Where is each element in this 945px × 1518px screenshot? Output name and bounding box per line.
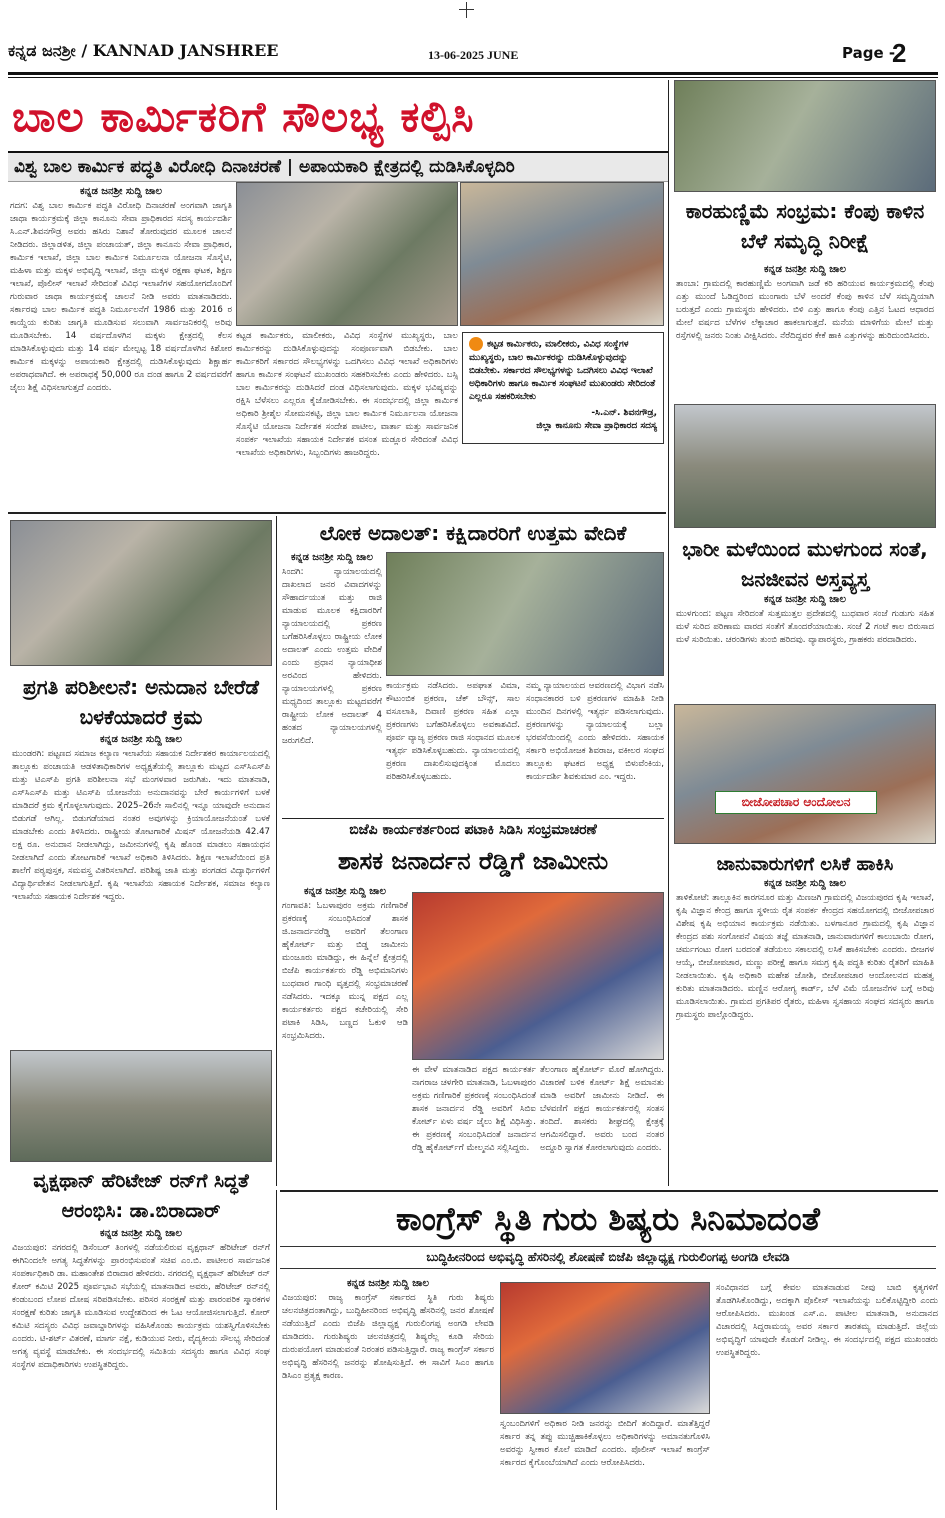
janardhana-byline: ಕನ್ನಡ ಜನಶ್ರೀ ಸುದ್ದಿ ಜಾಲ (304, 886, 386, 897)
congress-subhead: ಬುದ್ಧಿಹೀನರಿಂದ ಅಭಿವೃದ್ಧಿ ಹೆಸರಿನಲ್ಲಿ ಶೋಷಣೆ ಬಿಜೆಪಿ ಜಿಲ್ಲಾಧ್ಯಕ್ಷ ಗುರುಲಿಂಗಪ್ಪ ಅಂಗಡಿ ಲೇವಡಿ (280, 1246, 936, 1269)
page-label: Page - (842, 44, 896, 62)
karahunnime-photo (674, 80, 936, 192)
janardhana-headline: ಶಾಸಕ ಜನಾರ್ದನ ರೆಡ್ಡಿಗೆ ಜಾಮೀನು (337, 847, 609, 875)
lead-subhead: ವಿಶ್ವ ಬಾಲ ಕಾರ್ಮಿಕ ಪದ್ಧತಿ ವಿರೋಧಿ ದಿನಾಚರಣೆ | ಅಪಾಯಕಾರಿ ಕ್ಷೇತ್ರದಲ್ಲಿ ದುಡಿಸಿಕೊಳ್ಳದಿರಿ (8, 151, 668, 182)
karahunnime-headline: ಕಾರಹುಣ್ಣಿಮೆ ಸಂಭ್ರಮ: ಕೆಂಪು ಕಾಳಿನ ಬೆಳೆ ಸಮೃದ್ಧಿ ನಿರೀಕ್ಷೆ (685, 199, 925, 253)
lead-photo-right (460, 182, 664, 326)
adalat-byline: ಕನ್ನಡ ಜನಶ್ರೀ ಸುದ್ದಿ ಜಾಲ (291, 552, 373, 563)
adalat-col3: ನಮ್ಮ ನ್ಯಾಯಾಲಯದ ಆವರಣದಲ್ಲಿ ವಿಭಾಗ ನಡೆಸಿ ಸಂಧಾನಕಾರರ ಬಳಿ ಪ್ರಕರಣಗಳ ಮಾಹಿತಿ ನೀಡಿ ಮುಂದಿನ ದಿನಗಳಲ್ಲಿ ಇತ್ಯರ್ಥ ಪಡಿಸಲಾಗುವುದು. ಪ್ರಕರಣಗಳನ್ನು ನ್ಯಾಯಾಲಯಕ್ಕೆ ಬಲ್ಲಾ ಭರವಸೆಯಿಂದಲ್ಲಿ ಎಂದು ಹೇಳಿದರು. ಸಹಾಯಕ ಸರ್ಕಾರಿ ಅಭಿಯೋಜಕ ಶಿವರಾಜ, ವಕೀಲರ ಸಂಘದ ತಾಲ್ಲೂಕು ಘಟಕದ ಅಧ್ಯಕ್ಷ ಬಿಳುವೆಂಕಿಯ, ಕಾರ್ಯದರ್ಶಿ ಶಿವಕುಮಾರ ಎಂ. ಇದ್ದರು. (526, 681, 664, 782)
congress-headline: ಕಾಂಗ್ರೆಸ್ ಸ್ಥಿತಿ ಗುರು ಶಿಷ್ಯರು ಸಿನಿಮಾದಂತೆ (396, 1200, 820, 1238)
quote-icon (469, 337, 483, 351)
lead-quote-box (462, 332, 664, 444)
janardhana-photo (412, 892, 664, 1060)
lead-photo-left (236, 182, 458, 326)
quote-role: ಜಿಲ್ಲಾ ಕಾನೂನು ಸೇವಾ ಪ್ರಾಧಿಕಾರದ ಸದಸ್ಯ (536, 420, 657, 431)
crop-mark (459, 9, 474, 10)
column-divider (276, 1190, 277, 1510)
section-rule (8, 512, 666, 514)
pragati-headline: ಪ್ರಗತಿ ಪರಿಶೀಲನೆ: ಅನುದಾನ ಬೇರೆಡೆ ಬಳಕೆಯಾದರೆ ಕ್ರಮ (23, 675, 259, 729)
section-rule (282, 818, 664, 819)
vruksha-headline: ವೃಕ್ಷಥಾನ್ ಹೆರಿಟೇಜ್ ರನ್‌ಗೆ ಸಿದ್ಧತೆ ಆರಂಭಿಸಿ: ಡಾ.ಬಿರಾದಾರ್ (33, 1170, 249, 1222)
congress-photo (500, 1282, 710, 1414)
adalat-col2: ಕಾರ್ಯಕ್ರಮ ನಡೆಸಿದರು. ಅಪಘಾತ ವಿಮಾ, ಕೌಟುಂಬಿಕ ಪ್ರಕರಣ, ಚೆಕ್ ಬೌನ್ಸ್, ಸಾಲ ವಸೂಲಾತಿ, ದಿವಾಣಿ ಪ್ರಕರಣ ಸಹಿತ ಎಲ್ಲಾ ಪ್ರಕರಣಗಳು ಬಗೆಹರಿಸಿಕೊಳ್ಳಲು ಅವಕಾಶವಿದೆ. ಪೂರ್ವ ವ್ಯಾಜ್ಯ ಪ್ರಕರಣ ರಾಜಿ ಸಂಧಾನದ ಮೂಲಕ ಇತ್ಯರ್ಥ ಪಡಿಸಿಕೊಳ್ಳಬಹುದು. ನ್ಯಾಯಾಲಯದಲ್ಲಿ ಪ್ರಕರಣ ದಾಖಲಿಸುವುದಕ್ಕಿಂತ ಮೊದಲು ಪರಿಹರಿಸಿಕೊಳ್ಳಬಹುದು. (386, 681, 520, 782)
congress-byline: ಕನ್ನಡ ಜನಶ್ರೀ ಸುದ್ದಿ ಜಾಲ (347, 1278, 429, 1289)
santhe-body: ಮುಳಗುಂದ: ಪಟ್ಟಣ ಸೇರಿದಂತೆ ಸುತ್ತಮುತ್ತಲ ಪ್ರದೇಶದಲ್ಲಿ ಬುಧವಾರ ಸಂಜೆ ಗುಡುಗು ಸಹಿತ ಮಳೆ ಸುರಿದ ಪರಿಣಾಮ ವಾರದ ಸಂತೆಗೆ ತೊಂದರೆಯಾಯಿತು. ಸಂಜೆ 2 ಗಂಟೆ ಕಾಲ ಬಿರುಸಾದ ಮಳೆ ಸುರಿಯಿತು. ಚರಂಡಿಗಳು ತುಂಬಿ ಹರಿದವು. ವ್ಯಾಪಾರಸ್ಥರು, ಗ್ರಾಹಕರು ಪರದಾಡಿದರು. (676, 609, 934, 645)
vaccine-body: ತಾಳಿಕೋಟೆ: ತಾಲ್ಲೂಕಿನ ಕಾರಗನೂರ ಮತ್ತು ಮಿಣಜಗಿ ಗ್ರಾಮದಲ್ಲಿ ವಿಜಯಪುರದ ಕೃಷಿ ಇಲಾಖೆ, ಕೃಷಿ ವಿಜ್ಞಾನ ಕೇಂದ್ರ ಹಾಗೂ ಸ್ಥಳೀಯ ರೈತ ಸಂಪರ್ಕ ಕೇಂದ್ರದ ಸಹಯೋಗದಲ್ಲಿ ಬೀಜೋಪಚಾರ ವಿಶೇಷ ಕೃಷಿ ಅಭಿಯಾನ ಕಾರ್ಯಕ್ರಮ ನಡೆಯಿತು. ಬಳಗಾನೂರ ಗ್ರಾಮದಲ್ಲಿ ಕೃಷಿ ವಿಜ್ಞಾನ ಕೇಂದ್ರದ ಪಶು ಸಂಗೋಪನೆ ವಿಷಯ ತಜ್ಞೆ ಮಾತನಾಡಿ, ಜಾನುವಾರುಗಳಿಗೆ ಕಾಲುಬಾಯಿ ರೋಗ, ಚರ್ಮಗಂಟು ರೋಗ ಬರದಂತೆ ತಡೆಯಲು ಸಕಾಲದಲ್ಲಿ ಲಸಿಕೆ ಹಾಕಿಸಬೇಕು ಎಂದರು. ಬೀಜಗಳ ಆಯ್ಕೆ, ಬೀಜೋಪಚಾರ, ಮಣ್ಣು ಪರೀಕ್ಷೆ ಹಾಗೂ ಸಮಗ್ರ ಕೃಷಿ ಪದ್ಧತಿ ಕುರಿತು ರೈತರಿಗೆ ಮಾಹಿತಿ ನೀಡಲಾಯಿತು. ಕೃಷಿ ಅಧಿಕಾರಿ ಮಹೇಶ ಜೋಶಿ, ಬೀಜೋಪಚಾರ ಆಂದೋಲನದ ಮಹತ್ವ ಕುರಿತು ಮಾತನಾಡಿದರು. ಮಣ್ಣಿನ ಆರೋಗ್ಯ ಕಾರ್ಡ್, ಬೆಳೆ ವಿಮೆ ಯೋಜನೆಗಳ ಬಗ್ಗೆ ಅರಿವು ಮೂಡಿಸಲಾಯಿತು. ಗ್ರಾಮದ ಪ್ರಗತಿಪರ ರೈತರು, ಮಹಿಳಾ ಸ್ವಸಹಾಯ ಸಂಘದ ಸದಸ್ಯರು ಹಾಗೂ ಗ್ರಾಮಸ್ಥರು ಪಾಲ್ಗೊಂಡಿದ್ದರು. (676, 893, 934, 1020)
vaccine-photo (674, 704, 936, 844)
vaccine-headline: ಜಾನುವಾರುಗಳಿಗೆ ಲಸಿಕೆ ಹಾಕಿಸಿ (716, 854, 894, 875)
vruksha-byline: ಕನ್ನಡ ಜನಶ್ರೀ ಸುದ್ದಿ ಜಾಲ (100, 1228, 182, 1239)
masthead-date: 13-06-2025 JUNE (428, 48, 519, 62)
page-number: 2 (892, 38, 907, 68)
adalat-col1: ಸಿಂದಗಿ: ನ್ಯಾಯಾಲಯದಲ್ಲಿ ದಾಖಲಾದ ಜನರ ವಿವಾದಗಳನ್ನು ಸೌಹಾರ್ದಯುತ ಮತ್ತು ರಾಜಿ ಮಾಡುವ ಮೂಲಕ ಕಕ್ಷಿದಾರರಿಗೆ ನ್ಯಾಯಾಲಯದಲ್ಲಿ ಪ್ರಕರಣ ಬಗೆಹರಿಸಿಕೊಳ್ಳಲು ರಾಷ್ಟ್ರೀಯ ಲೋಕ ಅದಾಲತ್ ಎಂದು ಉತ್ತಮ ವೇದಿಕೆ ಎಂದು ಪ್ರಧಾನ ನ್ಯಾಯಾಧೀಶ ಅರವಿಂದ ಹೇಳಿದರು. ನ್ಯಾಯಾಲಯಗಳಲ್ಲಿ ಪ್ರಕರಣ ಮಧ್ಯದಿಂದ ತಾಲ್ಲೂಕು ಮಟ್ಟದವರೆಗೆ ರಾಷ್ಟ್ರೀಯ ಲೋಕ ಅದಾಲತ್ 4 ಹಂತದ ನ್ಯಾಯಾಲಯಗಳಲ್ಲಿ ಜರುಗಲಿದೆ. (282, 567, 382, 746)
lead-col2: ಕಟ್ಟಡ ಕಾರ್ಮಿಕರು, ಮಾಲೀಕರು, ವಿವಿಧ ಸಂಸ್ಥೆಗಳ ಮುಖ್ಯಸ್ಥರು, ಬಾಲ ಕಾರ್ಮಿಕರನ್ನು ದುಡಿಸಿಕೊಳ್ಳುವುದನ್ನು ಸಂಪೂರ್ಣವಾಗಿ ಬಿಡಬೇಕು. ಬಾಲ ಕಾರ್ಮಿಕರಿಗೆ ಸರ್ಕಾರದ ಸೌಲಭ್ಯಗಳನ್ನು ಒದಗಿಸಲು ವಿವಿಧ ಇಲಾಖೆ ಅಧಿಕಾರಿಗಳು ಹಾಗೂ ಕಾರ್ಮಿಕ ಸಂಘಟನೆ ಮುಖಂಡರು ಸಹಕರಿಸಬೇಕು ಎಂದು ಹೇಳಿದರು. ಬಸ್ಸಿ ಬಾಲ ಕಾರ್ಮಿಕರನ್ನು ದುಡಿಸಿದರೆ ದಂಡ ವಿಧಿಸಲಾಗುವುದು. ಮಕ್ಕಳ ಭವಿಷ್ಯವನ್ನು ರಕ್ಷಿಸಿ ಬೆಳೆಸಲು ಎಲ್ಲರೂ ಕೈಜೋಡಿಸಬೇಕು. ಈ ಸಂದರ್ಭದಲ್ಲಿ ಜಿಲ್ಲಾ ಕಾರ್ಮಿಕ ಅಧಿಕಾರಿ ಶ್ರೀಶೈಲ ಸೋಮನಕಟ್ಟಿ, ಜಿಲ್ಲಾ ಬಾಲ ಕಾರ್ಮಿಕ ನಿರ್ಮೂಲನಾ ಯೋಜನಾ ಸೊಸೈಟಿ ಯೋಜನಾ ನಿರ್ದೇಶಕ ಸಂದೇಶ ಪಾಟೀಲ, ವಾರ್ತಾ ಮತ್ತು ಸಾರ್ವಜನಿಕ ಸಂಪರ್ಕ ಇಲಾಖೆಯ ಸಹಾಯಕ ನಿರ್ದೇಶಕ ವಸಂತ ಮಡ್ಲೂರ ಸೇರಿದಂತೆ ವಿವಿಧ ಇಲಾಖೆಯ ಅಧಿಕಾರಿಗಳು, ಸಿಬ್ಬಂದಿಗಳು ಹಾಜರಿದ್ದರು. (236, 331, 458, 458)
congress-col3: ಸಂವಿಧಾನದ ಬಗ್ಗೆ ಕೇವಲ ಮಾತನಾಡುವ ನೀವು ಬಾಬಿ ಕೃತ್ಯಗಳಿಗೆ ತೊಡಗಿಸಿಕೊಂಡಿದ್ದು, ಅದಕ್ಕಾಗಿ ಪೊಲೀಸ್ ಇಲಾಖೆಯನ್ನು ಬಲಿಕೊಟ್ಟಿದ್ದೀರಿ ಎಂದು ಆರೋಪಿಸಿದರು. ಮುಖಂಡ ಎಸ್.ಎ. ಪಾಟೀಲ ಮಾತನಾಡಿ, ಅನುದಾನದ ವಿಚಾರದಲ್ಲಿ ಸಿದ್ದರಾಮಯ್ಯ ಅವರ ಸರ್ಕಾರ ತಾರತಮ್ಯ ಮಾಡುತ್ತಿದೆ. ಜಿಲ್ಲೆಯ ಅಭಿವೃದ್ಧಿಗೆ ಯಾವುದೇ ಕೊಡುಗೆ ನೀಡಿಲ್ಲ. ಈ ಸಂದರ್ಭದಲ್ಲಿ ಪಕ್ಷದ ಮುಖಂಡರು ಉಪಸ್ಥಿತರಿದ್ದರು. (716, 1283, 938, 1358)
congress-col1: ವಿಜಯಪುರ: ರಾಜ್ಯ ಕಾಂಗ್ರೆಸ್ ಸರ್ಕಾರದ ಸ್ಥಿತಿ ಗುರು ಶಿಷ್ಯರು ಚಲನಚಿತ್ರದಂತಾಗಿದ್ದು, ಬುದ್ಧಿಹೀನರಿಂದ ಅಭಿವೃದ್ಧಿ ಹೆಸರಿನಲ್ಲಿ ಜನರ ಶೋಷಣೆ ನಡೆಯುತ್ತಿದೆ ಎಂದು ಬಿಜೆಪಿ ಜಿಲ್ಲಾಧ್ಯಕ್ಷ ಗುರುಲಿಂಗಪ್ಪ ಅಂಗಡಿ ಲೇವಡಿ ಮಾಡಿದರು. ಗುರುಶಿಷ್ಯರು ಚಲನಚಿತ್ರದಲ್ಲಿ ಶಿಷ್ಯರೆಲ್ಲ ಕೂಡಿ ಸೇರಿಯ ದುರುಪಯೋಗ ಮಾಡುವಂತೆ ನಿರಂತರ ಪಡಿಸುತ್ತಿದ್ದಾರೆ. ರಾಜ್ಯ ಕಾಂಗ್ರೆಸ್ ಸರ್ಕಾರ ಅಭಿವೃದ್ಧಿ ಹೆಸರಿನಲ್ಲಿ ಜನರನ್ನು ಶೋಷಿಸುತ್ತಿದೆ. ಈ ಸಾವಿಗೆ ಸಿಎಂ ಹಾಗೂ ಡಿಸಿಎಂ ಪ್ರತ್ಯಕ್ಷ ಕಾರಣ. (282, 1293, 494, 1381)
vaccine-byline: ಕನ್ನಡ ಜನಶ್ರೀ ಸುದ್ದಿ ಜಾಲ (764, 878, 846, 889)
crop-mark (466, 2, 467, 18)
santhe-byline: ಕನ್ನಡ ಜನಶ್ರೀ ಸುದ್ದಿ ಜಾಲ (764, 594, 846, 605)
pragati-photo (10, 520, 272, 666)
lead-headline: ಬಾಲ ಕಾರ್ಮಿಕರಿಗೆ ಸೌಲಭ್ಯ ಕಲ್ಪಿಸಿ (12, 92, 475, 141)
adalat-photo (386, 552, 664, 676)
pragati-body: ಮುಂಡರಗಿ: ಪಟ್ಟಣದ ಸಮಾಜ ಕಲ್ಯಾಣ ಇಲಾಖೆಯ ಸಹಾಯಕ ನಿರ್ದೇಶಕರ ಕಾರ್ಯಾಲಯದಲ್ಲಿ ತಾಲ್ಲೂಕು ಪಂಚಾಯತಿ ಆಡಳಿತಾಧಿಕಾರಿಗಳ ಅಧ್ಯಕ್ಷತೆಯಲ್ಲಿ ತಾಲ್ಲೂಕು ಮಟ್ಟದ ಎಸ್‌ಸಿಎಸ್‌ಪಿ ಮತ್ತು ಟಿಎಸ್‌ಪಿ ಪ್ರಗತಿ ಪರಿಶೀಲನಾ ಸಭೆ ಮಂಗಳವಾರ ಜರುಗಿತು. ಇದು ಮಾತನಾಡಿ, ಎಸ್‌ಸಿಎಸ್‌ಪಿ ಮತ್ತು ಟಿಎಸ್‌ಪಿ ಯೋಜನೆಯ ಅನುದಾನವನ್ನು ಬೇರೆ ಕಾರ್ಯಗಳಿಗೆ ಬಳಕೆ ಮಾಡಿದರೆ ಕ್ರಮ ಕೈಗೊಳ್ಳಲಾಗುವುದು. 2025–26ನೇ ಸಾಲಿನಲ್ಲಿ ಇನ್ನೂ ಯಾವುದೇ ಅನುದಾನ ಬಿಡುಗಡೆ ಆಗಿಲ್ಲ. ಬಿಡುಗಡೆಯಾದ ನಂತರ ಅವುಗಳನ್ನು ಕ್ರಿಯಾಯೋಜನೆಯಂತೆ ಬಳಕೆ ಮಾಡಬೇಕು ಎಂದು ತಿಳಿಸಿದರು. ರಾಷ್ಟ್ರೀಯ ತೋಟಗಾರಿಕೆ ಮಿಷನ್ ಯೋಜನೆಯಡಿ 42.47 ಲಕ್ಷ ರೂ. ಅನುದಾನ ನೀಡಲಾಗಿದ್ದು, ಜಮೀನುಗಳಲ್ಲಿ ಕೃಷಿ ಹೊಂಡ ಮಾಡಲು ಸಹಾಯಧನ ನೀಡಲಾಗಿದೆ ಎಂದು ತೋಟಗಾರಿಕೆ ಇಲಾಖೆ ಅಧಿಕಾರಿ ತಿಳಿಸಿದರು. ಶಿಕ್ಷಣ ಇಲಾಖೆಯಿಂದ ಪ್ರತಿ ಶಾಲೆಗೆ ಪಠ್ಯಪುಸ್ತಕ, ಸಮವಸ್ತ್ರ ವಿತರಿಸಲಾಗಿದೆ. ಪರಿಶಿಷ್ಟ ಜಾತಿ ಮತ್ತು ಪಂಗಡದ ವಿದ್ಯಾರ್ಥಿಗಳಿಗೆ ವಿದ್ಯಾರ್ಥಿವೇತನ ನೀಡಲಾಗುತ್ತಿದೆ. ಕೃಷಿ ಇಲಾಖೆಯ ಸಹಾಯಕ ನಿರ್ದೇಶಕ, ಸಮಾಜ ಕಲ್ಯಾಣ ಇಲಾಖೆಯ ಸಹಾಯಕ ನಿರ್ದೇಶಕ ಇದ್ದರು. (12, 749, 270, 902)
lead-col1: ಗದಗ: ವಿಶ್ವ ಬಾಲ ಕಾರ್ಮಿಕ ಪದ್ಧತಿ ವಿರೋಧಿ ದಿನಾಚರಣೆ ಅಂಗವಾಗಿ ಜಾಗೃತಿ ಜಾಥಾ ಕಾರ್ಯಕ್ರಮಕ್ಕೆ ಜಿಲ್ಲಾ ಕಾನೂನು ಸೇವಾ ಪ್ರಾಧಿಕಾರದ ಸದಸ್ಯ ಕಾರ್ಯದರ್ಶಿ ಸಿ.ಎನ್.ಶಿವನಗೌಡ್ರ ಅವರು ಹಸಿರು ನಿಶಾನೆ ತೋರುವುದರ ಮೂಲಕ ಚಾಲನೆ ನೀಡಿದರು. ಜಿಲ್ಲಾಡಳಿತ, ಜಿಲ್ಲಾ ಪಂಚಾಯತ್, ಜಿಲ್ಲಾ ಕಾನೂನು ಸೇವಾ ಪ್ರಾಧಿಕಾರ, ಕಾರ್ಮಿಕ ಇಲಾಖೆ, ಜಿಲ್ಲಾ ಬಾಲ ಕಾರ್ಮಿಕ ನಿರ್ಮೂಲನಾ ಯೋಜನಾ ಸೊಸೈಟಿ, ಮಹಿಳಾ ಮತ್ತು ಮಕ್ಕಳ ಅಭಿವೃದ್ಧಿ ಇಲಾಖೆ, ಜಿಲ್ಲಾ ಮಕ್ಕಳ ರಕ್ಷಣಾ ಘಟಕ, ಶಿಕ್ಷಣ ಇಲಾಖೆ, ಪೊಲೀಸ್ ಇಲಾಖೆ ಸೇರಿದಂತೆ ವಿವಿಧ ಇಲಾಖೆಗಳ ಸಹಯೋಗದೊಂದಿಗೆ ಗುರುವಾರ ಜಾಥಾ ಕಾರ್ಯಕ್ರಮಕ್ಕೆ ಚಾಲನೆ ನೀಡಿ ಅವರು ಮಾತನಾಡಿದರು. ಸರ್ಕಾರವು ಬಾಲ ಕಾರ್ಮಿಕ ಪದ್ಧತಿ ನಿರ್ಮೂಲನೆಗೆ 1986 ಮತ್ತು 2016 ರ ಕಾಯ್ದೆಯ ಕುರಿತು ಜಾಗೃತಿ ಮೂಡಿಸುವ ಸಲುವಾಗಿ ಸಾರ್ವಜನಿಕರಲ್ಲಿ ಅರಿವು ಮೂಡಿಸಬೇಕು. 14 ವರ್ಷದೊಳಗಿನ ಮಕ್ಕಳು ಕ್ಷೇತ್ರದಲ್ಲಿ ಕೆಲಸ ಮಾಡಿಸಿಕೊಳ್ಳುವುದು ಮತ್ತು 14 ವರ್ಷ ಮೇಲ್ಪಟ್ಟ 18 ವರ್ಷದೊಳಗಿನ ಕಿಶೋರ ಕಾರ್ಮಿಕ ಮಕ್ಕಳನ್ನು ಅಪಾಯಕಾರಿ ಕ್ಷೇತ್ರದಲ್ಲಿ ದುಡಿಸಿಕೊಳ್ಳುವುದು ಶಿಕ್ಷಾರ್ಹ ಅಪರಾಧವಾಗಿದೆ. ಈ ಅಪರಾಧಕ್ಕೆ 50,000 ರೂ ದಂಡ ಹಾಗೂ 2 ವರ್ಷದವರೆಗೆ ಜೈಲು ಶಿಕ್ಷೆ ವಿಧಿಸಲಾಗುತ್ತದೆ ಎಂದರು. (10, 201, 232, 393)
vruksha-photo (10, 1050, 272, 1162)
vruksha-body: ವಿಜಯಪುರ: ನಗರದಲ್ಲಿ ಡಿಸೆಂಬರ್ ತಿಂಗಳಲ್ಲಿ ನಡೆಯಲಿರುವ ವೃಕ್ಷಥಾನ್ ಹೆರಿಟೇಜ್ ರನ್‌ಗೆ ಈಗಿನಿಂದಲೇ ಅಗತ್ಯ ಸಿದ್ಧತೆಗಳನ್ನು ಪ್ರಾರಂಭಿಸುವಂತೆ ಸಚಿವ ಎಂ.ಬಿ. ಪಾಟೀಲರ ಸಾರ್ವಜನಿಕ ಸಂಪರ್ಕಾಧಿಕಾರಿ ಡಾ. ಮಹಾಂತೇಶ ಬಿರಾದಾರ ಹೇಳಿದರು. ನಗರದಲ್ಲಿ ವೃಕ್ಷಥಾನ್ ಹೆರಿಟೇಜ್ ರನ್ ಕೋರ್ ಕಮಿಟಿ 2025 ಪೂರ್ವಭಾವಿ ಸಭೆಯಲ್ಲಿ ಮಾತನಾಡಿದ ಅವರು, ಹೆರಿಟೇಜ್ ರನ್‌ನಲ್ಲಿ ಕಂಡುಬಂದ ಲೋಪ ದೋಷ ಸರಿಪಡಿಸಬೇಕು. ಪರಿಸರ ಸಂರಕ್ಷಣೆ ಮತ್ತು ಪಾರಂಪರಿಕ ಸ್ಮಾರಕಗಳ ಸಂರಕ್ಷಣೆ ಕುರಿತು ಜಾಗೃತಿ ಮೂಡಿಸುವ ಉದ್ದೇಶದಿಂದ ಈ ಓಟ ಆಯೋಜಿಸಲಾಗುತ್ತಿದೆ. ಕೋರ್ ಕಮಿಟಿ ಸದಸ್ಯರು ವಿವಿಧ ಜವಾಬ್ದಾರಿಗಳನ್ನು ವಹಿಸಿಕೊಂಡು ಕಾರ್ಯಕ್ರಮ ಯಶಸ್ವಿಗೊಳಿಸಬೇಕು ಎಂದರು. ಟಿ-ಶರ್ಟ್ ವಿತರಣೆ, ಮಾರ್ಗ ನಕ್ಷೆ, ಕುಡಿಯುವ ನೀರು, ವೈದ್ಯಕೀಯ ಸೌಲಭ್ಯ ಸೇರಿದಂತೆ ಅಗತ್ಯ ವ್ಯವಸ್ಥೆ ಮಾಡಬೇಕು. ಈ ಸಂದರ್ಭದಲ್ಲಿ ಸಮಿತಿಯ ಸದಸ್ಯರು ಹಾಗೂ ವಿವಿಧ ಸಂಘ ಸಂಸ್ಥೆಗಳ ಪದಾಧಿಕಾರಿಗಳು ಉಪಸ್ಥಿತರಿದ್ದರು. (12, 1243, 270, 1370)
janardhana-col3: ತೆಲಂಗಾಣ ಹೈಕೋರ್ಟ್ ಮೊರೆ ಹೋಗಿದ್ದರು. ವಿಚಾರಣೆ ಬಳಿಕ ಕೋರ್ಟ್ ಶಿಕ್ಷೆ ಅಮಾನತು ಮಾಡಿ ಅವರಿಗೆ ಜಾಮೀನು ನೀಡಿದೆ. ಈ ಬೆಳವಣಿಗೆ ಪಕ್ಷದ ಕಾರ್ಯಕರ್ತರಲ್ಲಿ ಸಂತಸ ತಂದಿದೆ. ಶಾಸಕರು ಶೀಘ್ರದಲ್ಲಿ ಕ್ಷೇತ್ರಕ್ಕೆ ಆಗಮಿಸಲಿದ್ದಾರೆ. ಅವರು ಬಂದ ನಂತರ ಅದ್ದೂರಿ ಸ್ವಾಗತ ಕೋರಲಾಗುವುದು ಎಂದರು. (540, 1065, 664, 1153)
column-divider (276, 516, 277, 1186)
santhe-headline: ಭಾರೀ ಮಳೆಯಿಂದ ಮುಳಗುಂದ ಸಂತೆ, ಜನಜೀವನ ಅಸ್ತವ್ಯಸ್ತ (682, 537, 928, 591)
lead-quote: ಕಟ್ಟಡ ಕಾರ್ಮಿಕರು, ಮಾಲೀಕರು, ವಿವಿಧ ಸಂಸ್ಥೆಗಳ ಮುಖ್ಯಸ್ಥರು, ಬಾಲ ಕಾರ್ಮಿಕರನ್ನು ದುಡಿಸಿಕೊಳ್ಳುವುದನ್ನು ಬಿಡಬೇಕು. ಸರ್ಕಾರದ ಸೌಲಭ್ಯಗಳನ್ನು ಒದಗಿಸಲು ವಿವಿಧ ಇಲಾಖೆ ಅಧಿಕಾರಿಗಳು ಹಾಗೂ ಕಾರ್ಮಿಕ ಸಂಘಟನೆ ಮುಖಂಡರು ಸೇರಿದಂತೆ ಎಲ್ಲರೂ ಸಹಕರಿಸಬೇಕು (469, 339, 656, 402)
vaccine-banner: ಬೀಜೋಪಚಾರ ಆಂದೋಲನ (715, 791, 877, 814)
lead-byline: ಕನ್ನಡ ಜನಶ್ರೀ ಸುದ್ದಿ ಜಾಲ (80, 186, 162, 197)
section-rule (280, 1190, 938, 1192)
janardhana-col1: ಗಂಗಾವತಿ: ಓಬಳಾಪುರಂ ಅಕ್ರಮ ಗಣಿಗಾರಿಕೆ ಪ್ರಕರಣಕ್ಕೆ ಸಂಬಂಧಿಸಿದಂತೆ ಶಾಸಕ ಜಿ.ಜನಾರ್ದನರೆಡ್ಡಿ ಅವರಿಗೆ ತೆಲಂಗಾಣ ಹೈಕೋರ್ಟ್ ಮತ್ತು ಬಿಡ್ಡ ಜಾಮೀನು ಮಂಜೂರು ಮಾಡಿದ್ದು, ಈ ಹಿನ್ನೆಲೆ ಕ್ಷೇತ್ರದಲ್ಲಿ ಬಿಜೆಪಿ ಕಾರ್ಯಕರ್ತರು ರೆಡ್ಡಿ ಅಭಿಮಾನಿಗಳು ಬುಧವಾರ ಗಾಂಧಿ ವೃತ್ತದಲ್ಲಿ ಸಂಭ್ರಮಾಚರಣೆ ನಡೆಸಿದರು. ಇದಕ್ಕೂ ಮುನ್ನ ಪಕ್ಷದ ಎಲ್ಲ ಕಾರ್ಯಕರ್ತರು ಪಕ್ಷದ ಕಚೇರಿಯಲ್ಲಿ ಸೇರಿ ಪಟಾಕಿ ಸಿಡಿಸಿ, ಬಣ್ಣದ ಓಕುಳಿ ಆಡಿ ಸಂಭ್ರಮಿಸಿದರು. (282, 901, 408, 1041)
column-divider (668, 80, 669, 1186)
karahunnime-body: ತಾಂಬಾ: ಗ್ರಾಮದಲ್ಲಿ ಕಾರಹುಣ್ಣಿಮೆ ಅಂಗವಾಗಿ ಜಡೆ ಕರಿ ಹರಿಯುವ ಕಾರ್ಯಕ್ರಮದಲ್ಲಿ ಕೆಂಪು ಎತ್ತು ಮುಂದೆ ಓಡಿದ್ದರಿಂದ ಮುಂಗಾರು ಬೆಳೆ ಅಂದರೆ ಕೆಂಪು ಕಾಳಿನ ಬೆಳೆ ಸಮೃದ್ಧಿಯಾಗಿ ಬರುತ್ತದೆ ಎಂದು ಗ್ರಾಮಸ್ಥರು ಹೇಳಿದರು. ಬಿಳಿ ಎತ್ತು ಹಾಗೂ ಕೆಂಪು ಎತ್ತಿನ ಓಟದ ಆಧಾರದ ಮೇಲೆ ವರ್ಷದ ಬೆಳೆಗಳ ಲೆಕ್ಕಾಚಾರ ಹಾಕಲಾಗುತ್ತದೆ. ಮನೆಯ ಮಾಳಿಗೆಯ ಮೇಲೆ ಮತ್ತು ರಸ್ತೆಗಳಲ್ಲಿ ಜನರು ನಿಂತು ವೀಕ್ಷಿಸಿದರು. ನೆರೆದಿದ್ದವರ ಕೇಕೆ ಹಾಕಿ ಎತ್ತುಗಳನ್ನು ಹುರಿದುಂಬಿಸಿದರು. (676, 279, 934, 341)
pragati-byline: ಕನ್ನಡ ಜನಶ್ರೀ ಸುದ್ದಿ ಜಾಲ (100, 734, 182, 745)
masthead-title: ಕನ್ನಡ ಜನಶ್ರೀ / KANNAD JANSHREE (8, 41, 279, 60)
masthead-rule-thin (8, 77, 938, 78)
congress-col2: ಸ್ವಂಬಂದಿಗಳಿಗೆ ಅಧಿಕಾರ ನೀಡಿ ಜನರನ್ನು ಬೀದಿಗೆ ತಂದಿದ್ದಾರೆ. ಮಾತೆತ್ತಿದ್ದರೆ ಸರ್ಕಾರ ತನ್ನ ತಪ್ಪು ಮುಚ್ಚಿಹಾಕಿಕೊಳ್ಳಲು ಅಧಿಕಾರಿಗಳನ್ನು ಅಮಾನತುಗೊಳಿಸಿ ಅವರನ್ನು ಸ್ವೀಕಾರ ಕೊಲೆ ಮಾಡಿದೆ ಎಂದರು. ಪೊಲೀಸ್ ಇಲಾಖೆ ಕಾಂಗ್ರೆಸ್ ಸರ್ಕಾರದ ಕೈಗೊಂಬೆಯಾಗಿದೆ ಎಂದು ಆರೋಪಿಸಿದರು. (500, 1419, 710, 1468)
janardhana-kicker: ಬಿಜೆಪಿ ಕಾರ್ಯಕರ್ತರಿಂದ ಪಟಾಕಿ ಸಿಡಿಸಿ ಸಂಭ್ರಮಾಚರಣೆ (349, 822, 597, 838)
quote-author: -ಸಿ.ಎನ್. ಶಿವನಗೌಡ್ರ, (591, 407, 657, 418)
santhe-photo (674, 404, 936, 528)
adalat-headline: ಲೋಕ ಅದಾಲತ್: ಕಕ್ಷಿದಾರರಿಗೆ ಉತ್ತಮ ವೇದಿಕೆ (319, 521, 627, 545)
masthead-rule (8, 72, 938, 75)
janardhana-col2: ಈ ವೇಳೆ ಮಾತನಾಡಿದ ಪಕ್ಷದ ಕಾರ್ಯಕರ್ತ ನಾಗರಾಜ ಚಳಗೇರಿ ಮಾತನಾಡಿ, ಓಬಳಾಪುರಂ ಅಕ್ರಮ ಗಣಿಗಾರಿಕೆ ಪ್ರಕರಣಕ್ಕೆ ಸಂಬಂಧಿಸಿದಂತೆ ಶಾಸಕ ಜನಾರ್ದನ ರೆಡ್ಡಿ ಅವರಿಗೆ ಸಿಬಿಐ ಕೋರ್ಟ್ ಏಳು ವರ್ಷ ಜೈಲು ಶಿಕ್ಷೆ ವಿಧಿಸಿತ್ತು. ಈ ಪ್ರಕರಣಕ್ಕೆ ಸಂಬಂಧಿಸಿದಂತೆ ಜನಾರ್ದನ ರೆಡ್ಡಿ ಹೈಕೋರ್ಟ್‌ಗೆ ಮೇಲ್ಮನವಿ ಸಲ್ಲಿಸಿದ್ದರು. (412, 1065, 536, 1153)
karahunnime-byline: ಕನ್ನಡ ಜನಶ್ರೀ ಸುದ್ದಿ ಜಾಲ (764, 264, 846, 275)
